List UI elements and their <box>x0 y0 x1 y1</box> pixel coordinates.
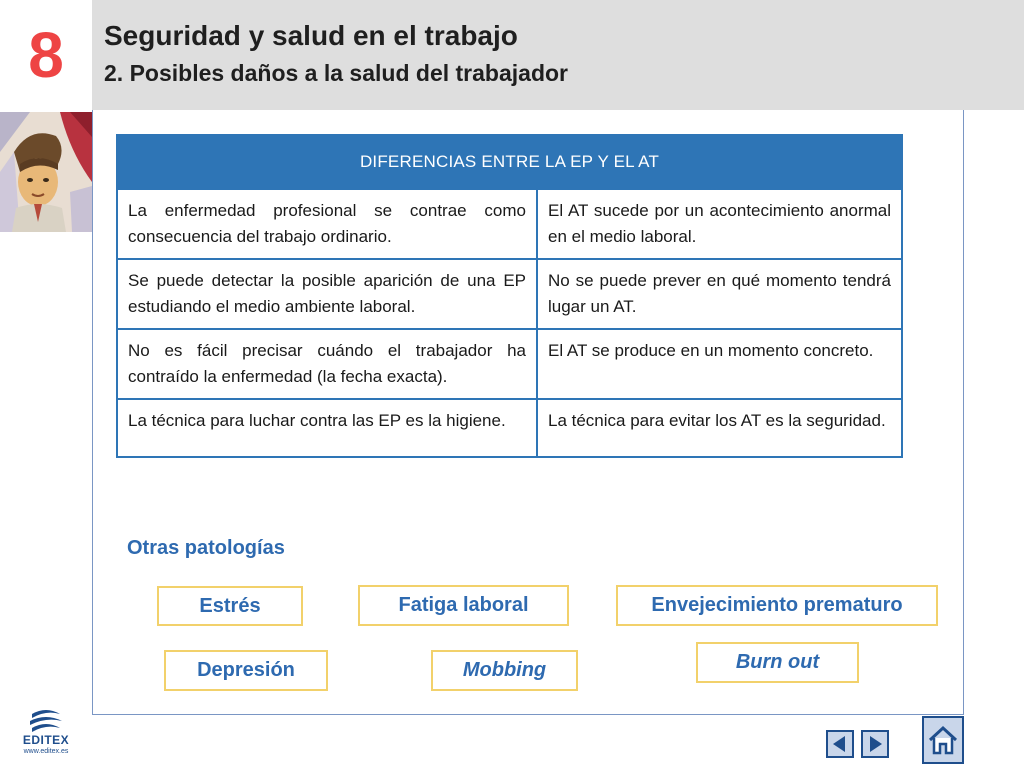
page-title: Seguridad y salud en el trabajo <box>104 20 518 51</box>
editex-logo-icon <box>26 708 66 734</box>
table-heading: DIFERENCIAS ENTRE LA EP Y EL AT <box>117 135 902 189</box>
chapter-number: 8 <box>28 19 64 91</box>
previous-slide-button[interactable] <box>826 730 854 758</box>
table-row <box>117 259 902 329</box>
table-cell-ep: No es fácil precisar cuándo el trabajador ha contraído la enfermedad (la fecha exacta). <box>117 329 537 399</box>
pathology-premature-aging-button[interactable]: Envejecimiento prematuro <box>616 585 938 626</box>
table-cell-ep: Se puede detectar la posible aparición de una EP estudiando el medio ambiente laboral. <box>117 259 537 329</box>
logo-name: EDITEX <box>22 733 70 747</box>
worker-illustration <box>0 112 92 232</box>
table-row <box>117 329 902 399</box>
pathology-depression-button[interactable]: Depresión <box>164 650 328 691</box>
pathology-burnout-button[interactable]: Burn out <box>696 642 859 683</box>
triangle-left-icon <box>830 734 850 754</box>
table-row <box>117 399 902 457</box>
next-slide-button[interactable] <box>861 730 889 758</box>
editex-logo <box>12 708 80 764</box>
pathology-stress-button[interactable]: Estrés <box>157 586 303 626</box>
pathology-work-fatigue-button[interactable]: Fatiga laboral <box>358 585 569 626</box>
triangle-right-icon <box>865 734 885 754</box>
table-cell-at: El AT sucede por un acontecimiento anormal en el medio laboral. <box>537 189 902 259</box>
other-pathologies-heading: Otras patologías <box>127 537 285 559</box>
header-bar <box>92 0 1024 110</box>
table-cell-ep: La técnica para luchar contra las EP es la higiene. <box>117 399 537 457</box>
differences-table <box>116 134 903 458</box>
pathology-mobbing-button[interactable]: Mobbing <box>431 650 578 691</box>
chapter-badge <box>0 0 92 110</box>
logo-url: www.editex.es <box>23 748 69 755</box>
table-cell-at: El AT se produce en un momento concreto. <box>537 329 902 399</box>
table-cell-at: La técnica para evitar los AT es la seguridad. <box>537 399 902 457</box>
table-cell-ep: La enfermedad profesional se contrae como consecuencia del trabajo ordinario. <box>117 189 537 259</box>
home-button[interactable] <box>922 716 964 764</box>
page-subtitle: 2. Posibles daños a la salud del trabajador <box>104 60 568 86</box>
house-icon <box>927 724 959 756</box>
worker-illustration-icon <box>0 112 92 232</box>
table-row <box>117 189 902 259</box>
table-cell-at: No se puede prever en qué momento tendrá lugar un AT. <box>537 259 902 329</box>
